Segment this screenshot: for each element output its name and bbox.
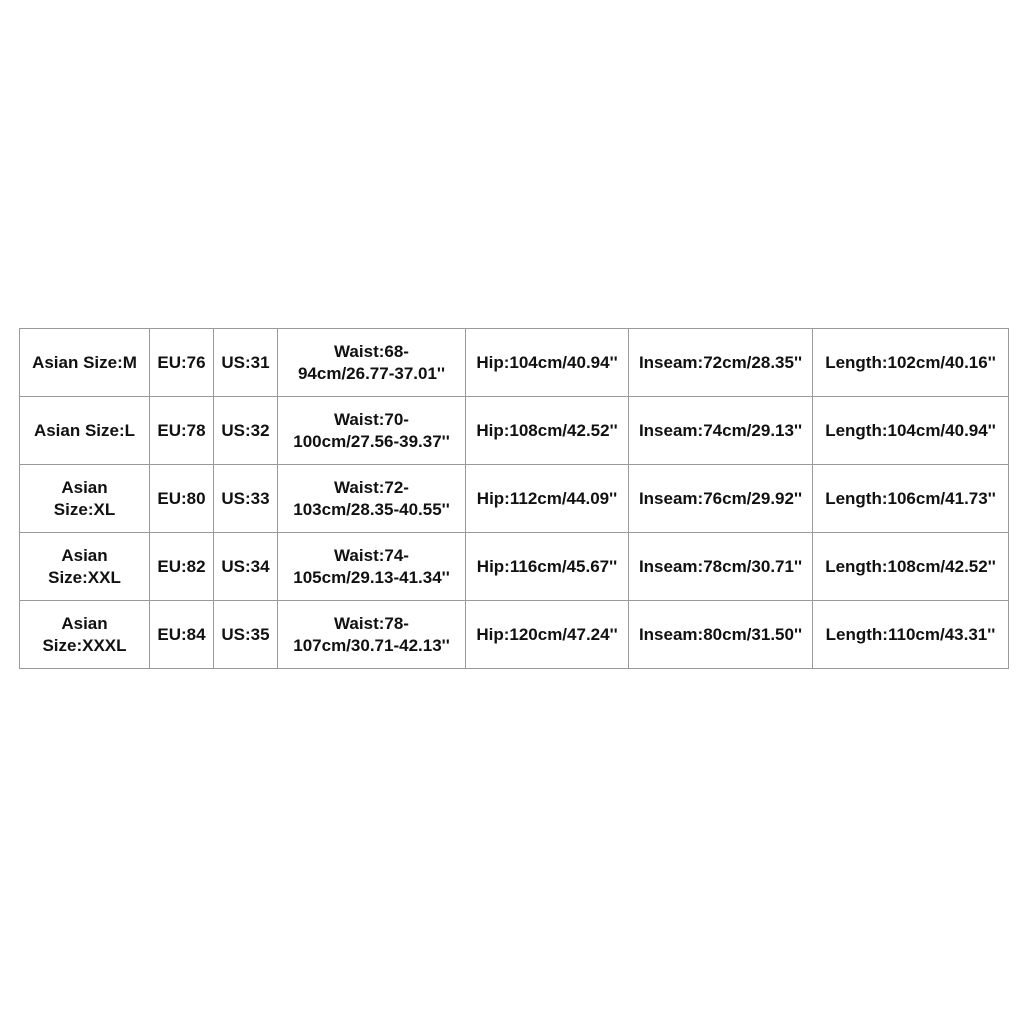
table-row: [20, 533, 1009, 601]
table-row: [20, 601, 1009, 669]
inseam-cell: Inseam:74cm/29.13'': [629, 397, 813, 465]
hip-cell: Hip:116cm/45.67'': [466, 533, 629, 601]
size-chart-table: [19, 328, 1009, 669]
length-cell: Length:110cm/43.31'': [813, 601, 1009, 669]
table-row: [20, 465, 1009, 533]
asian-size-cell: Asian Size:XXXL: [20, 601, 150, 669]
asian-size-cell: Asian Size:L: [20, 397, 150, 465]
waist-cell: Waist:68- 94cm/26.77-37.01'': [278, 329, 466, 397]
waist-cell: Waist:72- 103cm/28.35-40.55'': [278, 465, 466, 533]
asian-size-cell: Asian Size:M: [20, 329, 150, 397]
eu-size-cell: EU:78: [150, 397, 214, 465]
us-size-cell: US:32: [214, 397, 278, 465]
length-cell: Length:102cm/40.16'': [813, 329, 1009, 397]
us-size-cell: US:33: [214, 465, 278, 533]
eu-size-cell: EU:84: [150, 601, 214, 669]
hip-cell: Hip:112cm/44.09'': [466, 465, 629, 533]
eu-size-cell: EU:82: [150, 533, 214, 601]
us-size-cell: US:34: [214, 533, 278, 601]
eu-size-cell: EU:80: [150, 465, 214, 533]
asian-size-cell: Asian Size:XXL: [20, 533, 150, 601]
waist-cell: Waist:70- 100cm/27.56-39.37'': [278, 397, 466, 465]
length-cell: Length:106cm/41.73'': [813, 465, 1009, 533]
waist-cell: Waist:78- 107cm/30.71-42.13'': [278, 601, 466, 669]
hip-cell: Hip:104cm/40.94'': [466, 329, 629, 397]
eu-size-cell: EU:76: [150, 329, 214, 397]
inseam-cell: Inseam:76cm/29.92'': [629, 465, 813, 533]
table-row: [20, 329, 1009, 397]
inseam-cell: Inseam:78cm/30.71'': [629, 533, 813, 601]
hip-cell: Hip:120cm/47.24'': [466, 601, 629, 669]
length-cell: Length:104cm/40.94'': [813, 397, 1009, 465]
hip-cell: Hip:108cm/42.52'': [466, 397, 629, 465]
inseam-cell: Inseam:72cm/28.35'': [629, 329, 813, 397]
us-size-cell: US:35: [214, 601, 278, 669]
length-cell: Length:108cm/42.52'': [813, 533, 1009, 601]
us-size-cell: US:31: [214, 329, 278, 397]
asian-size-cell: Asian Size:XL: [20, 465, 150, 533]
inseam-cell: Inseam:80cm/31.50'': [629, 601, 813, 669]
waist-cell: Waist:74- 105cm/29.13-41.34'': [278, 533, 466, 601]
table-row: [20, 397, 1009, 465]
